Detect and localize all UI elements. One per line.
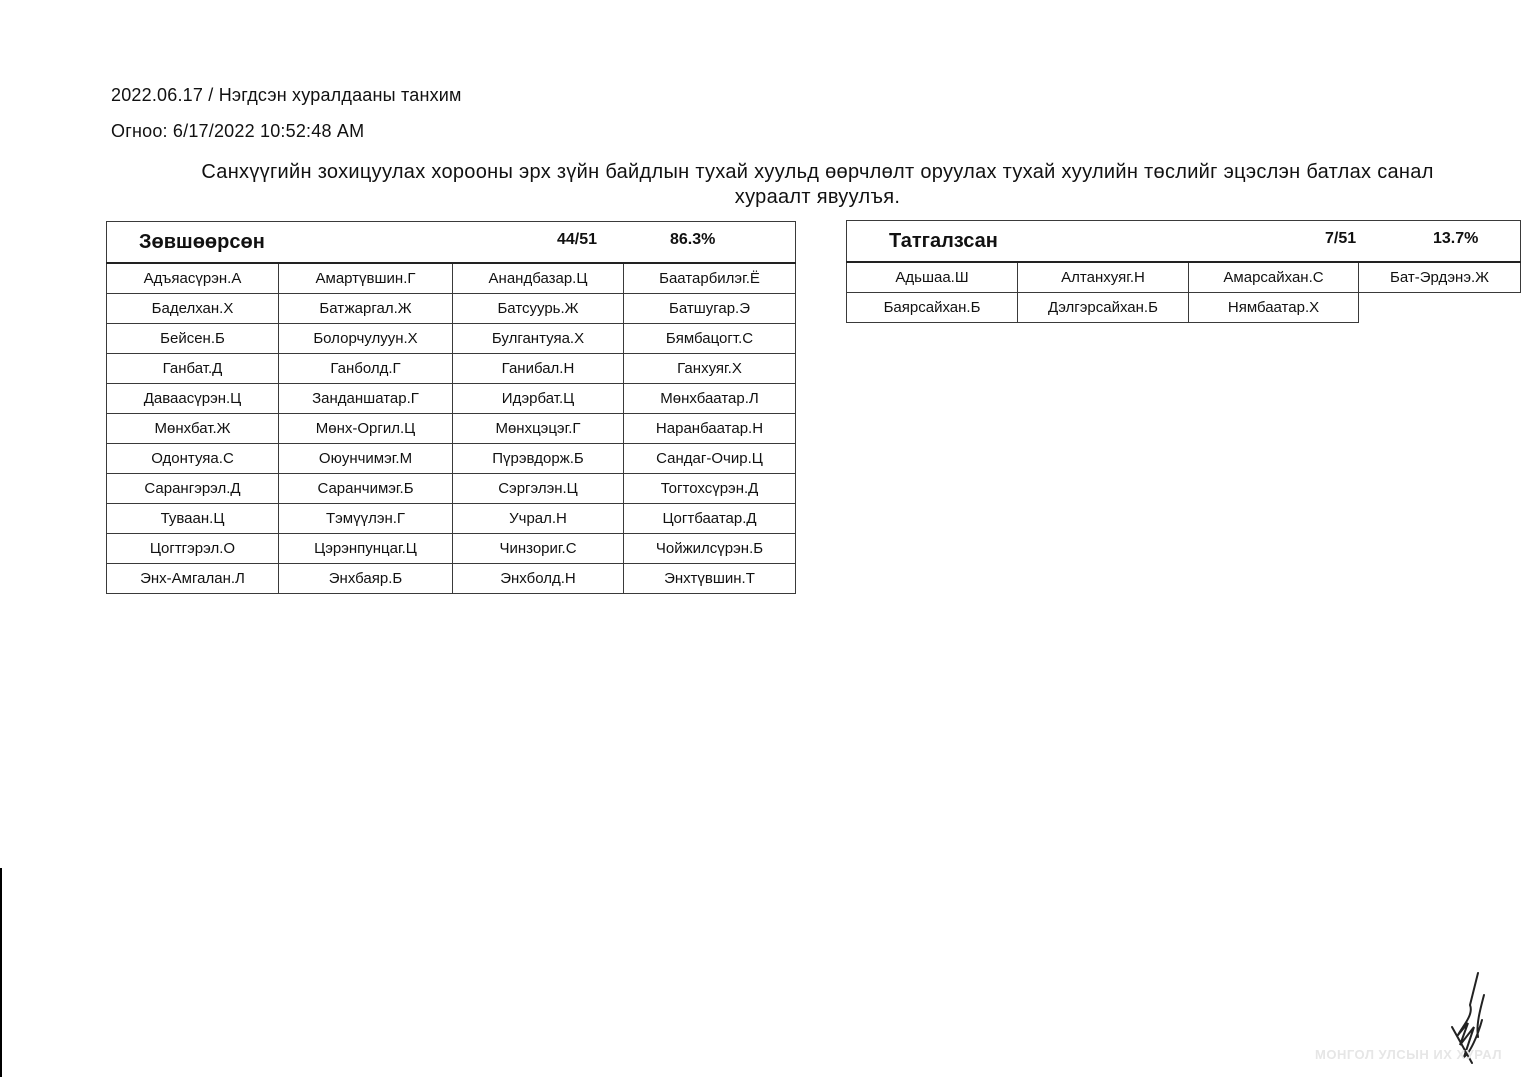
member-name: Идэрбат.Ц xyxy=(453,384,624,414)
member-name: Энхболд.Н xyxy=(453,564,624,594)
table-row xyxy=(107,384,796,414)
approved-count: 44/51 xyxy=(557,231,598,248)
table-row xyxy=(107,354,796,384)
member-name: Болорчулуун.Х xyxy=(279,324,453,354)
member-name: Пүрэвдорж.Б xyxy=(453,444,624,474)
rejected-label: Татгалзсан xyxy=(889,230,998,252)
member-name: Тэмүүлэн.Г xyxy=(279,504,453,534)
member-name: Ганибал.Н xyxy=(453,354,624,384)
member-name: Батшугар.Э xyxy=(624,294,796,324)
session-date-location: 2022.06.17 / Нэгдсэн хуралдааны танхим xyxy=(111,85,462,105)
approved-header-row xyxy=(107,222,796,264)
member-name: Мөнхбат.Ж xyxy=(107,414,279,444)
member-name: Энх-Амгалан.Л xyxy=(107,564,279,594)
empty-cell xyxy=(1359,293,1521,323)
member-name: Мөнхцэцэг.Г xyxy=(453,414,624,444)
member-name: Мөнхбаатар.Л xyxy=(624,384,796,414)
member-name: Бейсен.Б xyxy=(107,324,279,354)
member-name: Тогтохсүрэн.Д xyxy=(624,474,796,504)
member-name: Батжаргал.Ж xyxy=(279,294,453,324)
member-name: Амартүвшин.Г xyxy=(279,263,453,294)
member-name: Дэлгэрсайхан.Б xyxy=(1018,293,1189,323)
table-row xyxy=(107,504,796,534)
table-row xyxy=(107,564,796,594)
motion-title-line2: хураалт явуулъя. xyxy=(734,186,901,208)
table-row xyxy=(107,534,796,564)
member-name: Энхбаяр.Б xyxy=(279,564,453,594)
member-name: Занданшатар.Г xyxy=(279,384,453,414)
member-name: Туваан.Ц xyxy=(107,504,279,534)
member-name: Амарсайхан.С xyxy=(1189,262,1359,293)
member-name: Алтанхуяг.Н xyxy=(1018,262,1189,293)
member-name: Бямбацогт.С xyxy=(624,324,796,354)
vote-timestamp: Огноо: 6/17/2022 10:52:48 AM xyxy=(111,121,365,141)
motion-title xyxy=(150,160,1485,210)
member-name: Ганхуяг.Х xyxy=(624,354,796,384)
member-name: Баярсайхан.Б xyxy=(847,293,1018,323)
table-row xyxy=(107,474,796,504)
member-name: Чинзориг.С xyxy=(453,534,624,564)
member-name: Даваасүрэн.Ц xyxy=(107,384,279,414)
table-row xyxy=(107,263,796,294)
member-name: Булгантуяа.Х xyxy=(453,324,624,354)
member-name: Нямбаатар.Х xyxy=(1189,293,1359,323)
member-name: Цэрэнпунцаг.Ц xyxy=(279,534,453,564)
member-name: Чойжилсүрэн.Б xyxy=(624,534,796,564)
member-name: Учрал.Н xyxy=(453,504,624,534)
member-name: Ганбат.Д xyxy=(107,354,279,384)
member-name: Адьшаа.Ш xyxy=(847,262,1018,293)
rejected-header-row xyxy=(847,221,1521,263)
member-name: Адъяасүрэн.А xyxy=(107,263,279,294)
member-name: Мөнх-Оргил.Ц xyxy=(279,414,453,444)
table-row xyxy=(847,262,1521,293)
approved-label: Зөвшөөрсөн xyxy=(139,231,265,253)
member-name: Сарангэрэл.Д xyxy=(107,474,279,504)
table-row xyxy=(107,444,796,474)
table-row xyxy=(107,294,796,324)
member-name: Анандбазар.Ц xyxy=(453,263,624,294)
member-name: Одонтуяа.С xyxy=(107,444,279,474)
approved-percent: 86.3% xyxy=(670,231,716,248)
watermark: МОНГОЛ УЛСЫН ИХ ХУРАЛ xyxy=(1315,1047,1502,1062)
member-name: Ганболд.Г xyxy=(279,354,453,384)
member-name: Бат-Эрдэнэ.Ж xyxy=(1359,262,1521,293)
member-name: Цогтгэрэл.О xyxy=(107,534,279,564)
member-name: Баатарбилэг.Ё xyxy=(624,263,796,294)
rejected-count: 7/51 xyxy=(1325,230,1357,247)
member-name: Сандаг-Очир.Ц xyxy=(624,444,796,474)
member-name: Батсуурь.Ж xyxy=(453,294,624,324)
member-name: Энхтүвшин.Т xyxy=(624,564,796,594)
member-name: Наранбаатар.Н xyxy=(624,414,796,444)
scan-edge-line xyxy=(0,868,2,1077)
table-row xyxy=(847,293,1521,323)
rejected-vote-table xyxy=(846,220,1521,323)
table-row xyxy=(107,324,796,354)
rejected-percent: 13.7% xyxy=(1433,230,1479,247)
member-name: Цогтбаатар.Д xyxy=(624,504,796,534)
member-name: Сэргэлэн.Ц xyxy=(453,474,624,504)
member-name: Баделхан.Х xyxy=(107,294,279,324)
motion-title-line1: Санхүүгийн зохицуулах хорооны эрх зүйн байдлын тухай хуульд өөрчлөлт оруулах тухай хуулийн төслийг эцэслэн батлах санал xyxy=(201,161,1434,183)
member-name: Оюунчимэг.М xyxy=(279,444,453,474)
approved-vote-table xyxy=(106,221,796,594)
member-name: Саранчимэг.Б xyxy=(279,474,453,504)
table-row xyxy=(107,414,796,444)
